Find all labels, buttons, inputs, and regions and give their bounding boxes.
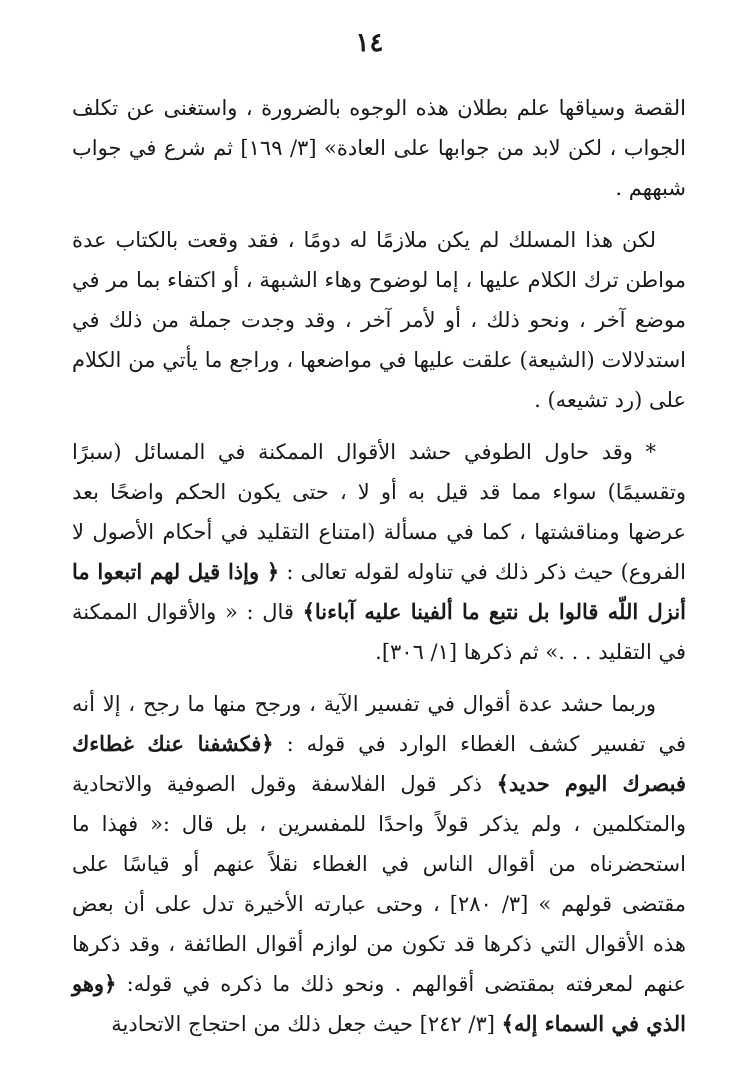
quran-quote: ﴿وهو الذي في السماء إله﴾ <box>72 971 686 1036</box>
text-run: وربما حشد عدة أقوال في تفسير الآية ، ورجح منها ما رجح ، إلا أنه في تفسير كشف الغطاء الوارد في قوله : <box>72 692 686 756</box>
paragraph <box>72 88 686 208</box>
text-run: لكن هذا المسلك لم يكن ملازمًا له دومًا ، فقد وقعت بالكتاب عدة مواطن ترك الكلام عليها ، إما لوضوح وهاء الشبهة ، أو اكتفاء بما مر في موضع آخر ، ونحو ذلك ، أو لأمر آخر ، وقد وجدت جملة من ذلك في استدلالات (الشيعة) علقت عليها في مواضعها ، وراجع ما يأتي من الكلام على (رد تشيعه) . <box>72 228 686 412</box>
quran-quote: ﴿ وإذا قيل لهم اتبعوا ما أنزل اللّه قالوا بل نتبع ما ألفينا عليه آباءنا﴾ <box>72 559 686 624</box>
quran-quote: ﴿فكشفنا عنك غطاءك فبصرك اليوم حديد﴾ <box>72 731 686 796</box>
text-run: [٣/ ٢٤٢] حيث جعل ذلك من احتجاج الاتحادية <box>111 1012 502 1036</box>
text-run: قال : « والأقوال الممكنة في التقليد . . .» ثم ذكرها [١/ ٣٠٦]. <box>72 600 686 664</box>
text-run: * وقد حاول الطوفي حشد الأقوال الممكنة في المسائل (سبرًا وتقسيمًا) سواء مما قد قيل به أو لا ، حتى يكون الحكم واضحًا بعد عرضها ومناقشتها ، كما في مسألة (امتناع التقليد في أحكام الأصول لا الفروع) حيث ذكر ذلك في تناوله لقوله تعالى : <box>72 440 686 584</box>
paragraph <box>72 432 686 672</box>
text-run: القصة وسياقها علم بطلان هذه الوجوه بالضرورة ، واستغنى عن تكلف الجواب ، لكن لابد من جوابها على العادة» [٣/ ١٦٩] ثم شرع في جواب شبههم . <box>72 96 686 200</box>
body-text <box>72 88 686 1044</box>
page-number: ١٤ <box>355 28 384 58</box>
paragraph <box>72 684 686 1044</box>
text-run: ذكر قول الفلاسفة وقول الصوفية والاتحادية والمتكلمين ، ولم يذكر قولاً واحدًا للمفسرين ، بل قال :« فهذا ما استحضرناه من أقوال الناس في الغطاء نقلاً عنهم أو قياسًا على مقتضى قولهم » [٣/ ٢٨٠] ، وحتى عبارته الأخيرة تدل على أن بعض هذه الأقوال التي ذكرها قد تكون من لوازم أقوال الطائفة ، وقد ذكرها عنهم لمعرفته بمقتضى أقوالهم . ونحو ذلك ما ذكره في قوله: <box>72 772 686 996</box>
paragraph <box>72 220 686 420</box>
